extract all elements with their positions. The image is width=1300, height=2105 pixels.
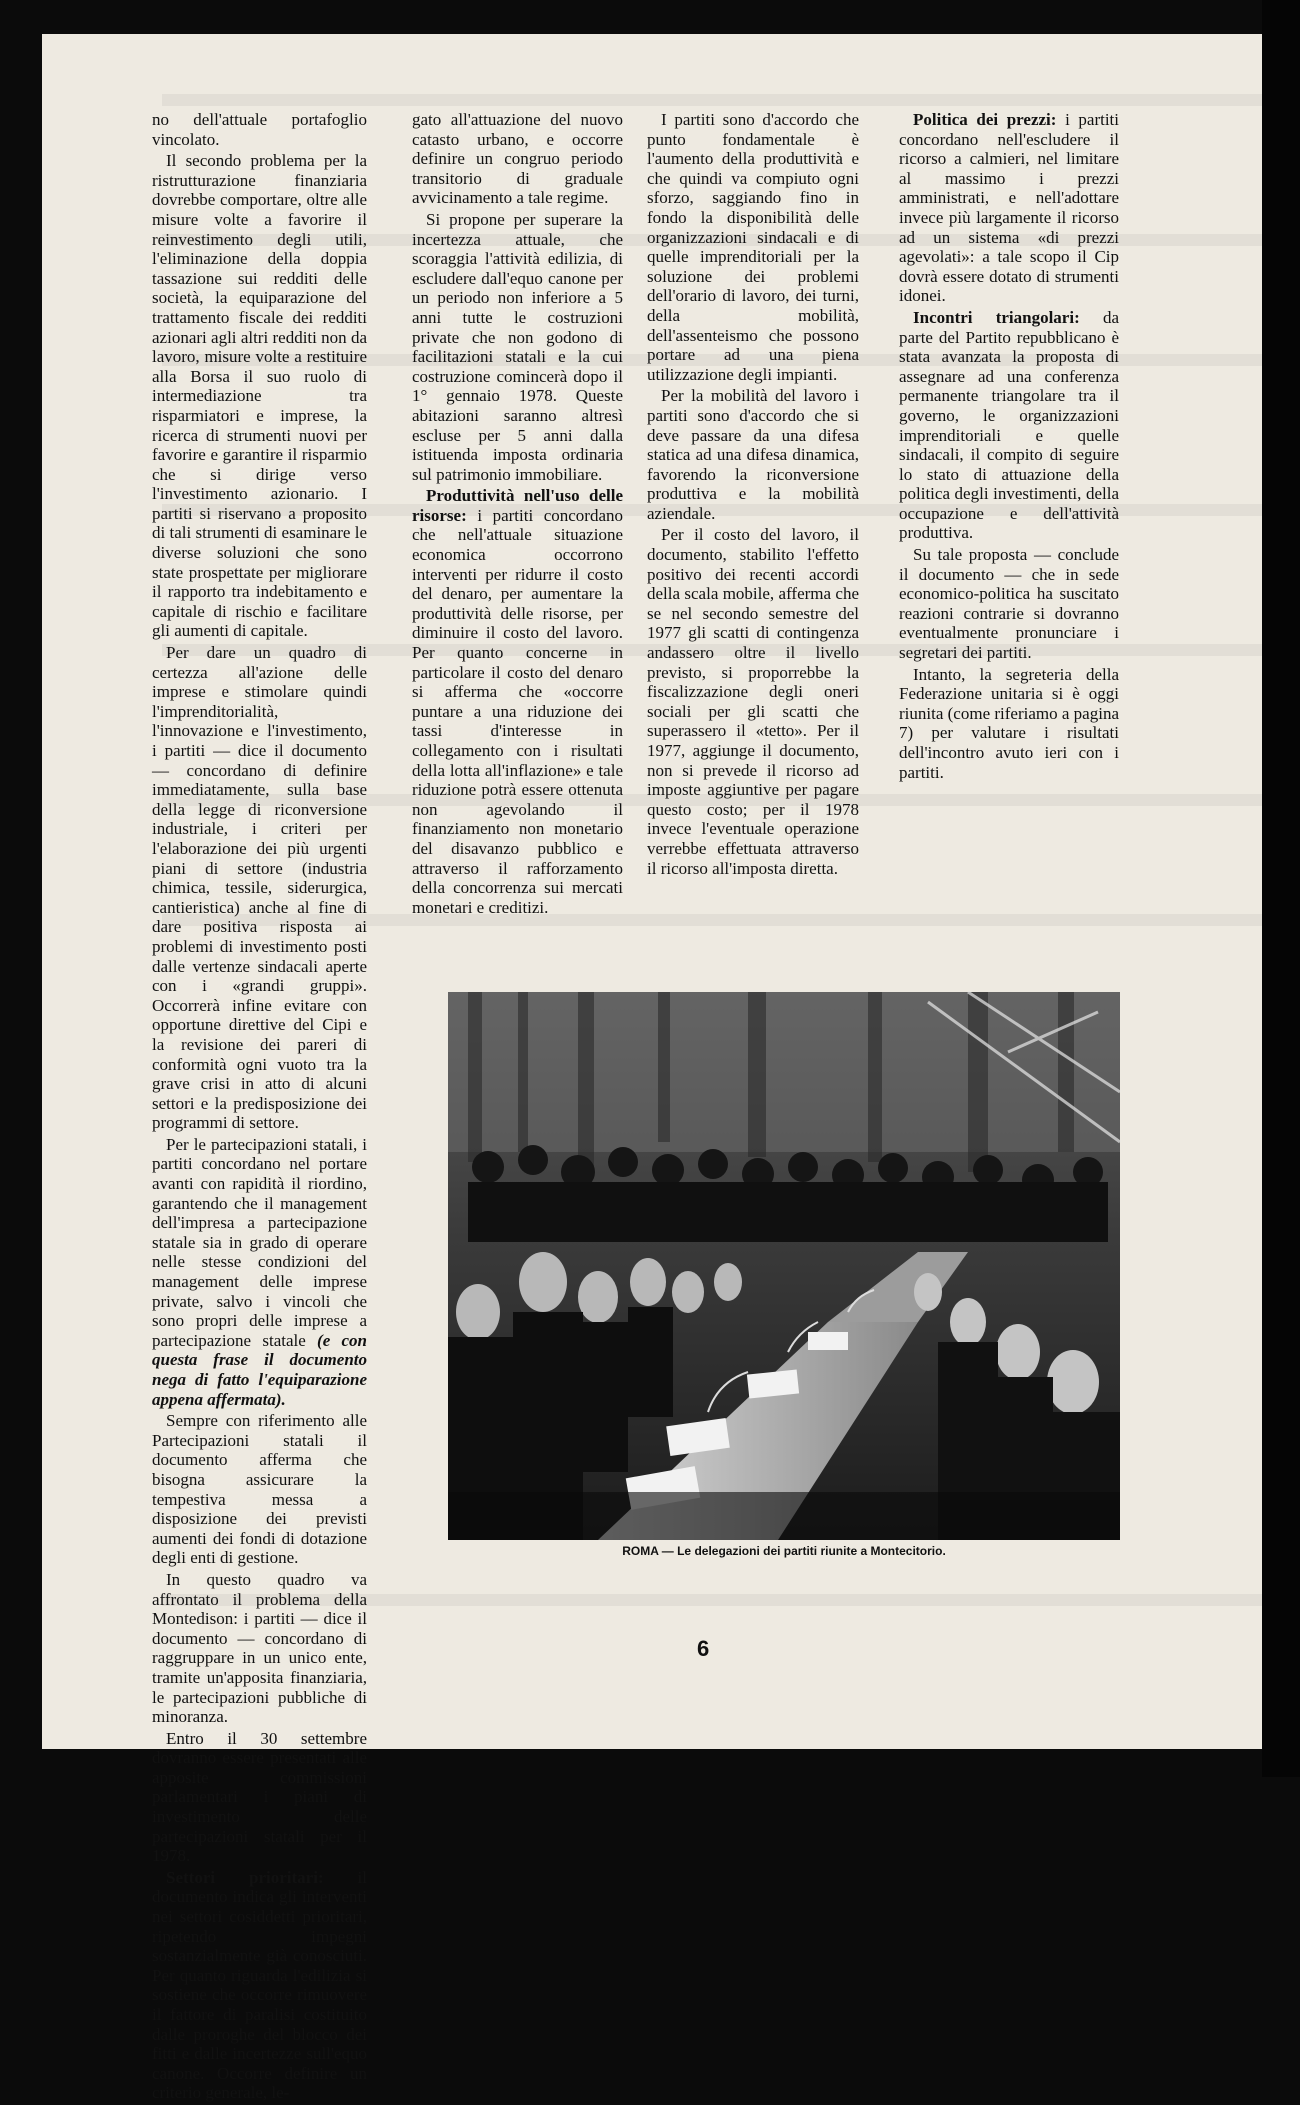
paragraph: gato all'attuazione del nuovo catasto urbano, e occorre definire un congruo periodo transitorio di graduale avvicinamento a tale regime.: [412, 110, 623, 208]
paragraph: Si propone per superare la incertezza attuale, che scoraggia l'attività edilizia, di escludere dall'equo canone per un periodo non inferiore a 5 anni tutte le costruzioni private che non godono di facilitazioni statali e la cui costruzione comincerà dopo il 1° gennaio 1978. Queste abitazioni saranno altresì escluse per 5 anni dalla istituenda imposta ordinaria sul patrimonio immobiliare.: [412, 209, 623, 484]
column-1: [152, 110, 367, 2105]
paragraph-text: i partiti concordano che nell'attuale situazione economica occorrono interventi per ridurre il costo del denaro, per aumentare la produttività delle risorse, per diminuire il costo del lavoro. Per quanto concerne in particolare il costo del denaro si afferma che «occorre puntare a una riduzione dei tassi d'interesse in collegamento con i risultati della lotta all'inflazione» e tale riduzione potrà essere ottenuta non agevolando il finanziamento non monetario del disavanzo pubblico e attraverso il rafforzamento della concorrenza sui mercati monetari e creditizi.: [412, 505, 624, 917]
paragraph: [152, 1868, 367, 2103]
paragraph: Su tale proposta — conclude il documento — che in sede economico-politica ha suscitato reazioni contrarie si dovranno eventualmente pronunciare i segretari dei partiti.: [899, 545, 1119, 663]
italic-aside: (e con questa frase il documento nega di fatto l'equiparazione appena affermata).: [152, 1330, 367, 1409]
section-heading: Politica dei prezzi:: [913, 110, 1057, 129]
meeting-photo-illustration: [448, 992, 1120, 1540]
paragraph: Intanto, la segreteria della Federazione unitaria si è oggi riunita (come riferiamo a pagina 7) per valutare i risultati dell'incontro avuto ieri con i partiti.: [899, 664, 1119, 782]
paragraph: Per il costo del lavoro, il documento, stabilito l'effetto positivo dei recenti accordi della scala mobile, afferma che se nel secondo semestre del 1977 gli scatti di contingenza andassero oltre il livello previsto, si proporrebbe la fiscalizzazione degli oneri sociali per gli scatti che superassero il «tetto». Per il 1977, aggiunge il documento, non si prevede il ricorso ad imposte aggiuntive per pagare questo costo; per il 1978 invece l'eventuale operazione verrebbe effettuata attraverso il ricorso all'imposta diretta.: [647, 525, 859, 878]
column-4: [899, 110, 1119, 784]
caption-place: ROMA: [622, 1544, 659, 1558]
news-photo: [448, 992, 1120, 1540]
page-number: 6: [697, 1636, 710, 1661]
newspaper-page: [42, 34, 1262, 2103]
paragraph-text: i partiti concordano nell'escludere il ricorso a calmieri, nel limitare al massimo i prezzi amministrati, e nell'adottare invece più largamente il ricorso ad un sistema «di prezzi agevolati»: a tale scopo il Cip dovrà essere dotato di strumenti idonei.: [899, 110, 1120, 306]
paragraph: Il secondo problema per la ristrutturazione finanziaria dovrebbe comportare, oltre alle misure volte a favorire il reinvestimento degli utili, l'eliminazione della doppia tassazione sui redditi delle società, la equiparazione del trattamento fiscale dei redditi azionari agli altri redditi non da lavoro, misure volte a restituire alla Borsa il suo ruolo di intermediazione tra risparmiatori e imprese, la ricerca di strumenti nuovi per favorire e garantire il risparmio che si dirige verso l'investimento azionario. I partiti si riservano a proposito di tali strumenti di esaminare le diverse soluzioni che sono state prospettate per migliorare il rapporto tra indebitamento e capitale di rischio e facilitare gli aumenti di capitale.: [152, 151, 367, 641]
paragraph: Per dare un quadro di certezza all'azione delle imprese e stimolare quindi l'imprenditorialità, l'innovazione e l'investimento, i partiti — dice il documento — concordano di definire immediatamente, sulla base della legge di riconversione industriale, i criteri per l'elaborazione dei più urgenti piani di settore (industria chimica, tessile, siderurgica, cantieristica) anche al fine di dare positiva risposta ai problemi di investimento posti dalle vertenze sindacali aperte con i «grandi gruppi». Occorrerà infine evitare con opportune direttive del Cipi e la revisione dei pareri di conformità ogni vuoto tra la grave crisi in atto di alcuni settori e la predisposizione dei programmi di settore.: [152, 643, 367, 1133]
column-2: [412, 110, 623, 919]
paragraph: [152, 1135, 367, 1409]
section-heading: Incontri triangolari:: [913, 307, 1080, 327]
paragraph: Sempre con riferimento alle Partecipazioni statali il documento afferma che bisogna assicurare la tempestiva messa a disposizione dei previsti aumenti dei fondi di dotazione degli enti di gestione.: [152, 1411, 367, 1568]
section-heading: Produttività nell'uso delle risorse:: [412, 486, 623, 525]
paragraph: [899, 110, 1119, 306]
paragraph: I partiti sono d'accordo che punto fondamentale è l'aumento della produttività e che quindi va compiuto ogni sforzo, saggiando fino in fondo la disponibilità delle organizzazioni sindacali e di quelle imprenditoriali per la soluzione dei problemi dell'orario di lavoro, dei turni, della mobilità, dell'assenteismo che possono portare ad una piena utilizzazione degli impianti.: [647, 110, 859, 384]
scanner-edge: [1262, 0, 1300, 1777]
paragraph-text: Per le partecipazioni statali, i partiti concordano nel portare avanti con rapidità il riordino, garantendo che il management dell'impresa a partecipazione statale sia in grado di operare nelle stesse condizioni del management delle imprese private, salvo i vincoli che sono propri delle imprese a partecipazione statale: [152, 1134, 367, 1350]
caption-text: — Le delegazioni dei partiti riunite a Montecitorio.: [661, 1544, 946, 1558]
column-3: [647, 110, 859, 880]
paragraph-text: da parte del Partito repubblicano è stata avanzata la proposta di assegnare ad una conferenza permanente triangolare tra il governo, le organizzazioni imprenditoriali e quelle sindacali, il compito di seguire lo stato di attuazione della politica degli investimenti, della occupazione e dell'attività produttiva.: [899, 307, 1119, 543]
section-heading: Settori prioritari:: [166, 1867, 324, 1887]
paragraph: [412, 486, 623, 917]
paragraph: no dell'attuale portafoglio vincolato.: [152, 110, 367, 149]
paragraph-text: il documento indica gli interventi nei settori cosiddetti prioritari, ripetendo impegni sostanzialmente già conosciuti. Per quanto riguarda l'edilizia si sostiene che occorre rimuovere il fattore di paralisi costituito dalle proroghe del blocco dei fitti e dalle incertezze sull'equo canone. Occorre definire un criterio generale, le-: [152, 1867, 367, 2103]
paragraph: [899, 308, 1119, 543]
paragraph: In questo quadro va affrontato il problema della Montedison: i partiti — dice il documento — concordano di raggruppare in un unico ente, tramite un'apposita finanziaria, le partecipazioni pubbliche di minoranza.: [152, 1569, 367, 1727]
photo-caption: [448, 1544, 1120, 1558]
paragraph: Entro il 30 settembre dovranno essere presentati alle apposite commissioni parlamentari i piani di investimento delle partecipazioni statali per il 1978.: [152, 1728, 367, 1866]
paragraph: Per la mobilità del lavoro i partiti sono d'accordo che si deve passare da una difesa statica ad una difesa dinamica, favorendo la riconversione produttiva e la mobilità aziendale.: [647, 386, 859, 523]
